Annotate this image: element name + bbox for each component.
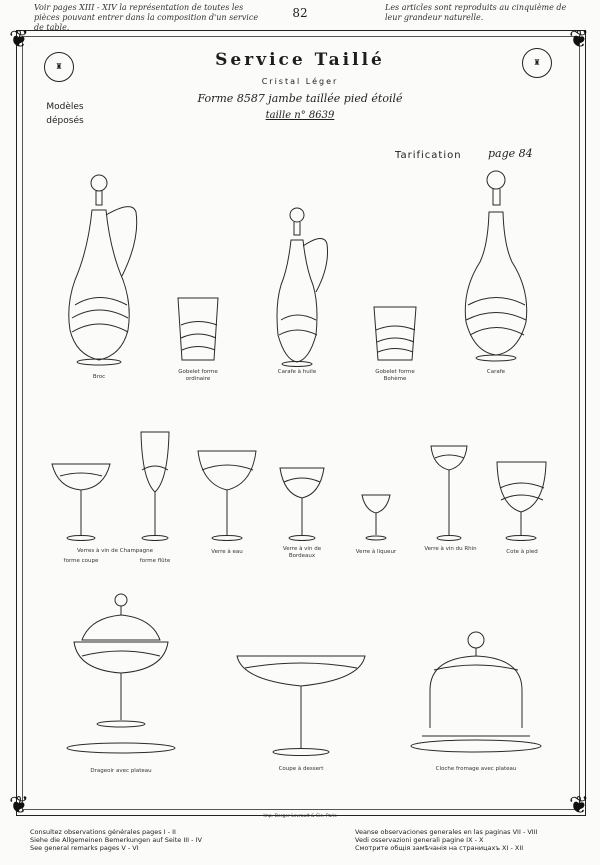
label-cote-pied: Cote à pied xyxy=(506,549,538,555)
tarification-page: page 84 xyxy=(488,147,533,160)
gobelet-ordinaire-icon xyxy=(178,298,218,360)
corner-ornament-icon: ❦ xyxy=(8,791,30,819)
coupe-champagne-icon xyxy=(52,464,110,541)
carafe-huile-icon xyxy=(277,208,328,367)
footer-right-line: Vedi osservazioni generali pagine IX - X xyxy=(355,836,484,844)
gobelet-boheme-icon xyxy=(374,307,416,360)
coupe-dessert-icon xyxy=(237,656,365,756)
footer-right-line: Смотрите общія замѣчанія на страницахъ XI - XII xyxy=(355,844,524,852)
page-number: 82 xyxy=(292,6,308,20)
corner-ornament-icon: ❦ xyxy=(568,25,590,53)
corner-ornament-icon: ❦ xyxy=(8,25,30,53)
label-coupe-dessert: Coupe à dessert xyxy=(278,766,324,772)
label-verre-eau: Verre à eau xyxy=(211,549,243,555)
maker-seal-icon: ♜ xyxy=(522,48,552,78)
broc-pitcher-icon xyxy=(69,175,137,365)
label-carafe: Carafe xyxy=(486,369,506,375)
note-right: Les articles sont reproduits au cinquième de leur grandeur naturelle. xyxy=(385,3,567,22)
footer-right xyxy=(355,828,595,852)
note-left: Voir pages XIII - XIV la représentation de toutes les pièces pouvant entrer dans la composition d'un service de table. xyxy=(34,3,259,32)
verre-liqueur-icon xyxy=(362,495,390,540)
footer-left-line: Consultez observations générales pages I - II xyxy=(30,828,176,836)
cut-line: taille n° 8639 xyxy=(265,110,335,121)
label-gobelet-ordinaire: Gobelet forme ordinaire xyxy=(178,369,218,382)
footer-left-line: Siehe die Allgemeinen Bemerkungen auf Seite III - IV xyxy=(30,836,202,844)
maker-seal-icon: ♜ xyxy=(44,52,74,82)
footer-right-line: Veanse observaciones generales en las paginas VII - VIII xyxy=(355,828,538,836)
label-verre-rhin: Verre à vin du Rhin xyxy=(424,546,477,552)
label-verre-liqueur: Verre à liqueur xyxy=(355,549,397,555)
drageoir-icon xyxy=(67,594,175,753)
verre-rhin-icon xyxy=(431,446,467,541)
label-forme-flute: forme flûte xyxy=(139,558,171,564)
corner-ornament-icon: ❦ xyxy=(568,791,590,819)
form-line: Forme 8587 jambe taillée pied étoilé xyxy=(197,92,403,105)
cote-pied-icon xyxy=(497,462,546,541)
models-label: Modèles déposés xyxy=(46,102,84,126)
label-gobelet-boheme: Gobelet forme Bohème xyxy=(375,369,415,382)
verre-bordeaux-icon xyxy=(280,468,324,541)
cloche-fromage-icon xyxy=(411,632,541,752)
label-verres-champagne: Verres à vin de Champagne xyxy=(76,548,154,554)
label-broc: Broc xyxy=(92,374,106,380)
label-verre-bordeaux: Verre à vin de Bordeaux xyxy=(282,546,322,559)
label-forme-coupe: forme coupe xyxy=(63,558,99,564)
label-cloche-fromage: Cloche fromage avec plateau xyxy=(435,766,517,772)
tarification-label: Tarification xyxy=(395,150,462,161)
carafe-icon xyxy=(465,171,526,361)
label-carafe-huile: Carafe à huile xyxy=(277,369,317,375)
footer-left xyxy=(30,828,310,852)
page-title: Service Taillé xyxy=(215,50,385,70)
page-subtitle: Cristal Léger xyxy=(261,77,339,86)
label-drageoir: Drageoir avec plateau xyxy=(90,768,152,774)
verre-eau-icon xyxy=(198,451,256,541)
footer-left-line: See general remarks pages V - VI xyxy=(30,844,139,852)
flute-champagne-icon xyxy=(141,432,169,541)
printer-imprint: Imp. Berger-Levrault & Cie. Paris xyxy=(263,814,337,819)
